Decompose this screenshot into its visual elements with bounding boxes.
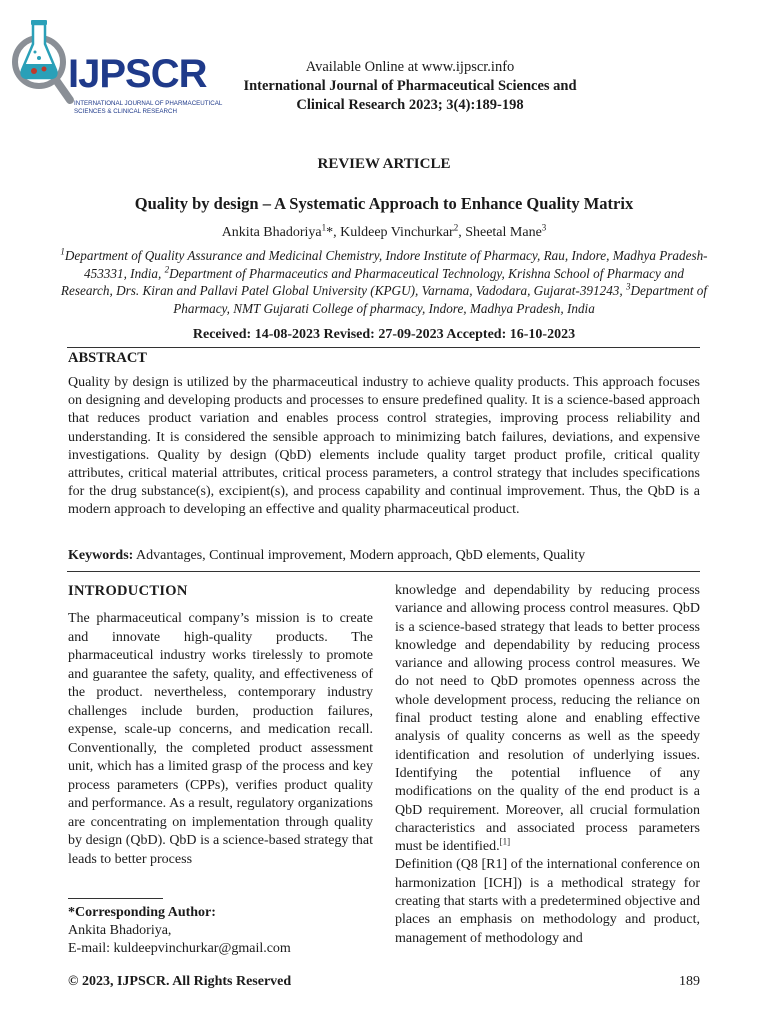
affiliation-marker: 2 xyxy=(164,264,170,275)
journal-name: International Journal of Pharmaceutical Sciences and xyxy=(243,78,577,94)
author-name: Sheetal Mane xyxy=(465,225,542,240)
paragraph-text: Definition (Q8 [R1] of the international conference on harmonization [ICH]) is a methodical strategy for creating that starts with a predetermined objective and places an emphasis on methodology and product, management of methodology and xyxy=(395,857,700,946)
keywords-text: Advantages, Continual improvement, Modern approach, QbD elements, Quality xyxy=(133,548,586,563)
corresponding-author xyxy=(68,904,291,958)
copyright-notice: © 2023, IJPSCR. All Rights Reserved xyxy=(68,974,292,989)
corresponding-label: *Corresponding Author: xyxy=(68,905,216,920)
affiliation-marker: 3 xyxy=(626,281,631,292)
affiliation-text: Department of Pharmaceutics and Pharmaceutical Technology, Krishna School of Pharmacy and Research, Drs. Kiran and Pallavi Patel Global University (KPGU), Varnama, Vadodara, Gujarat-391243, xyxy=(60,265,684,298)
paragraph xyxy=(395,856,700,947)
affiliations xyxy=(60,247,708,317)
corresponding-marker: *, xyxy=(326,225,341,240)
affiliation-text: Department of Quality Assurance and Medicinal Chemistry, Indore Institute of Pharmacy, Rau, Indore, Madhya Pradesh-453331, India, xyxy=(64,248,708,281)
paragraph-text: knowledge and dependability by reducing process variance and allowing process control measures. QbD is a science-based strategy that leads to better process knowledge and dependability by reducing process variance and allowing process control measures. We do not need to QbD promotes openness across the whole development process, reducing the reliance on final product testing alone and enabling effective analysis of quality concerns as well as the speedy identification and resolution of underlying issues. Identifying the potential influence of any modifications on the quality of the end product is a QbD requirement. Moreover, all crucial formulation characteristics and associated process parameters must be identified. xyxy=(395,583,700,855)
affiliation-marker: 1 xyxy=(321,222,327,233)
author-name: Kuldeep Vinchurkar xyxy=(340,225,454,240)
divider xyxy=(67,347,700,348)
author-name: Ankita Bhadoriya xyxy=(221,225,322,240)
article-type: REVIEW ARTICLE xyxy=(317,156,451,172)
affiliation-marker: 3 xyxy=(541,222,547,233)
affiliation-marker: 1 xyxy=(60,246,65,257)
introduction-right-column xyxy=(395,582,700,948)
footnote-divider xyxy=(68,898,163,899)
keywords-line xyxy=(68,548,700,564)
citation-ref: [1] xyxy=(499,836,511,847)
journal-issue: Clinical Research 2023; 3(4):189-198 xyxy=(296,97,524,113)
abstract-text: Quality by design is utilized by the pharmaceutical industry to achieve quality products. This approach focuses on designing and developing products and processes to ensure predefined quality. It is a science-based approach that reduces product variation and enables process control strategies, improving process reliability and understanding. It is considered the sensible approach to minimizing batch failures, deviations, and expensive investigations. Quality by design (QbD) elements include quality target product profile, critical quality attributes, critical material attributes, critical process parameters, a control strategy that includes specifications for the drug substance(s), excipient(s), and process capability and continual improvement. Thus, the QbD is a modern approach to developing an effective and quality pharmaceutical product. xyxy=(68,375,700,518)
author-list xyxy=(0,222,768,241)
availability-line: Available Online at www.ijpscr.info xyxy=(305,59,515,75)
divider xyxy=(67,571,700,572)
article-title: Quality by design – A Systematic Approach to Enhance Quality Matrix xyxy=(134,194,634,213)
logo-wordmark: IJPSCR xyxy=(68,52,207,96)
corresponding-email: E-mail: kuldeepvinchurkar@gmail.com xyxy=(68,941,291,956)
page-number: 189 xyxy=(679,974,700,989)
logo-subtitle: INTERNATIONAL JOURNAL OF PHARMACEUTICAL SCIENCES & CLINICAL RESEARCH xyxy=(74,100,223,115)
keywords-label: Keywords: xyxy=(68,548,134,563)
abstract-heading: ABSTRACT xyxy=(68,350,147,366)
journal-logo xyxy=(6,14,223,124)
author-separator: , xyxy=(458,225,466,240)
corresponding-name: Ankita Bhadoriya, xyxy=(68,923,172,938)
introduction-left-column: The pharmaceutical company’s mission is to create and innovate high-quality products. The pharmaceutical industry works tirelessly to promote and guarantee the safety, quality, and effectiveness of the product. nevertheless, contemporary industry challenges include burden, production failures, expense, scale-up concerns, and medication recall. Conventionally, the completed product assessment unit, which has a limited grasp of the process and key process parameters (CPPs), verifies product quality and performance. As a result, regulatory organizations are concentrating on implementation through quality by design (QbD). QbD is a science-based strategy that leads to better process xyxy=(68,611,373,867)
affiliation-marker: 2 xyxy=(453,222,459,233)
introduction-heading: INTRODUCTION xyxy=(68,583,188,599)
affiliation-text: Department of Pharmacy, NMT Gujarati College of pharmacy, Indore, Madhya Pradesh, India xyxy=(173,283,708,316)
article-dates: Received: 14-08-2023 Revised: 27-09-2023 Accepted: 16-10-2023 xyxy=(192,327,576,342)
paragraph xyxy=(395,582,700,856)
